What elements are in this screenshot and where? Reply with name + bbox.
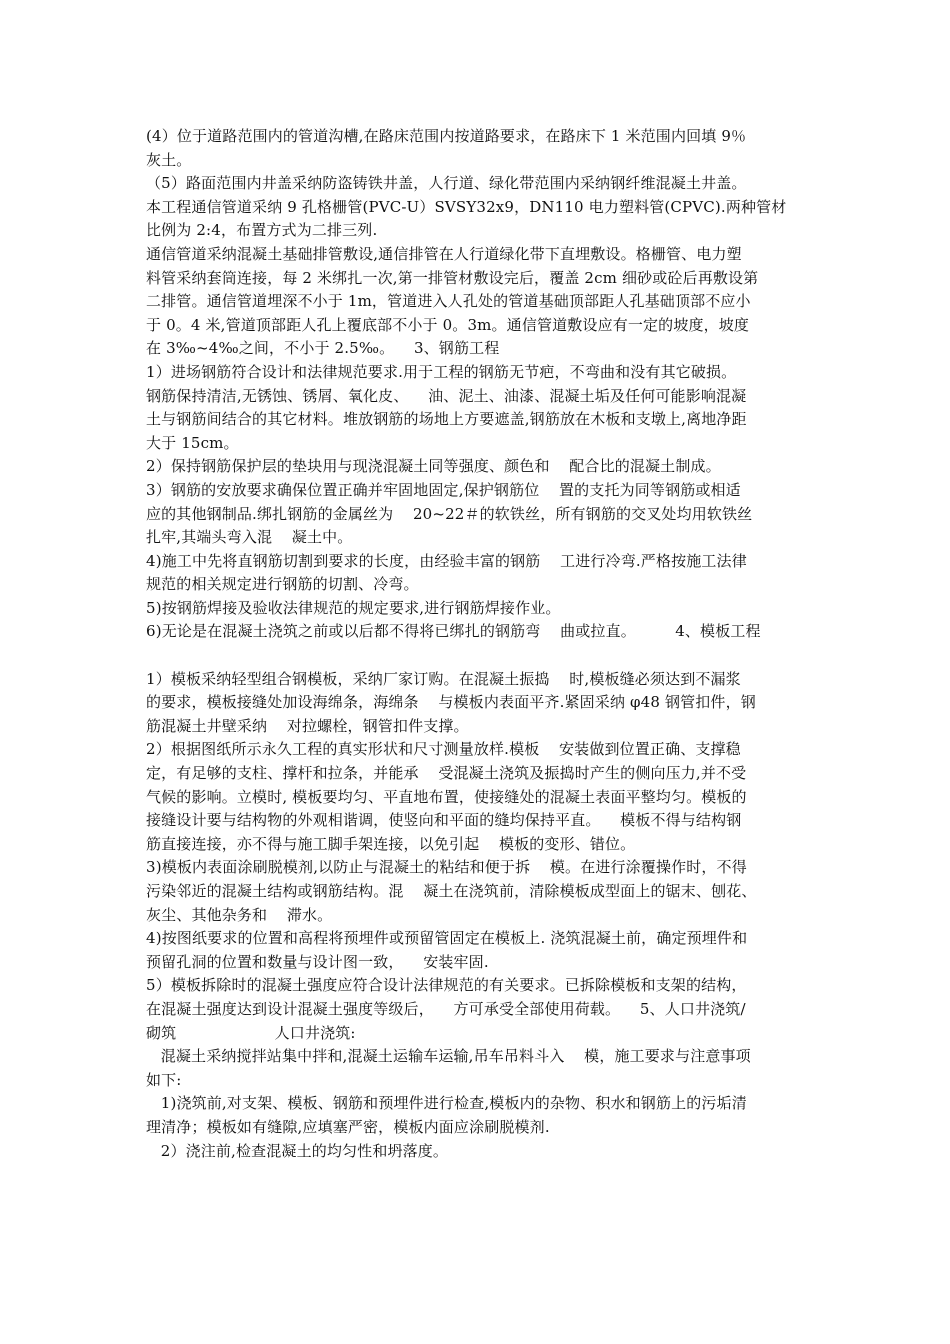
text-line: (4）位于道路范围内的管道沟槽,在路床范围内按道路要求，在路床下 1 米范围内回填 9％	[146, 127, 747, 145]
text-line: 5)按钢筋焊接及验收法律规范的规定要求,进行钢筋焊接作业。	[146, 598, 561, 617]
text-line: 定，有足够的支柱、撑杆和拉条，并能承 受混凝土浇筑及振捣时产生的侧向压力,并不受	[146, 764, 747, 783]
text-line: 1）进场钢筋符合设计和法律规范要求.用于工程的钢筋无节疤，不弯曲和没有其它破损。	[146, 362, 737, 381]
section-heading-line: 6)无论是在混凝土浇筑之前或以后都不得将已绑扎的钢筋弯 曲或拉直。 4、模板工程	[146, 622, 761, 641]
section-heading-line: 在混凝土强度达到设计混凝土强度等级后， 方可承受全部使用荷载。 5、人口井浇筑/	[146, 999, 746, 1018]
text-line: 3)模板内表面涂刷脱模剂,以防止与混凝土的粘结和便于拆 模。在进行涂覆操作时，不得	[146, 858, 747, 877]
text-line: 2）保持钢筋保护层的垫块用与现浇混凝土同等强度、颜色和 配合比的混凝土制成。	[146, 457, 721, 476]
text-line: 污染邻近的混凝土结构或钢筋结构。混 凝土在浇筑前，清除模板成型面上的锯末、刨花、	[146, 882, 757, 900]
text-line: 于 0。4 米,管道顶部距人孔上覆底部不小于 0。3m。通信管道敷设应有一定的坡度，坡度	[146, 315, 750, 334]
text-line: 筋混凝土井壁采纳 对拉螺栓，钢管扣件支撑。	[146, 716, 469, 735]
text-line: 气候的影响。立模时, 模板要均匀、平直地布置，使接缝处的混凝土表面平整均匀。模板的	[146, 787, 747, 806]
text-line: 2）根据图纸所示永久工程的真实形状和尺寸测量放样.模板 安装做到位置正确、支撑稳	[146, 740, 741, 759]
text-line: 如下:	[146, 1070, 182, 1089]
text-line: 应的其他钢制品.绑扎钢筋的金属丝为 20~22＃的软铁丝，所有钢筋的交叉处均用软铁丝	[146, 504, 753, 523]
text-line: 扎牢,其端头弯入混 凝土中。	[146, 528, 353, 547]
text-line: 2）浇注前,检查混凝土的均匀性和坍落度。	[146, 1141, 449, 1160]
text-line: 4)施工中先将直钢筋切割到要求的长度，由经验丰富的钢筋 工进行冷弯.严格按施工法律	[146, 551, 747, 570]
text-line: 4)按图纸要求的位置和高程将预埋件或预留管固定在模板上. 浇筑混凝土前，确定预埋件和	[146, 929, 748, 948]
text-line: 理清净；模板如有缝隙,应填塞严密，模板内面应涂刷脱模剂.	[146, 1117, 550, 1136]
text-line: 通信管道采纳混凝土基础排管敷设,通信排管在人行道绿化带下直埋敷设。格栅管、电力塑	[146, 244, 742, 263]
text-line: 的要求，模板接缝处加设海绵条，海绵条 与模板内表面平齐.紧固采纳 φ48 钢管扣件，钢	[146, 693, 756, 712]
text-line: 钢筋保持清洁,无锈蚀、锈屑、氧化皮、 油、泥土、油漆、混凝土垢及任何可能影响混凝	[146, 386, 747, 405]
section-heading-line: 在 3‰~4‰之间，不小于 2.5‰。 3、钢筋工程	[146, 339, 500, 358]
text-line: 料管采纳套筒连接，每 2 米绑扎一次,第一排管材敷设完后，覆盖 2cm 细砂或砼后再敷设第	[146, 268, 759, 287]
text-line: 土与钢筋间结合的其它材料。堆放钢筋的场地上方要遮盖,钢筋放在木板和支墩上,离地净距	[146, 410, 747, 429]
text-line: 大于 15cm。	[146, 433, 239, 452]
text-line: 砌筑 人口井浇筑:	[146, 1023, 356, 1042]
text-line: 1）模板采纳轻型组合钢模板，采纳厂家订购。在混凝土振捣 时,模板缝必须达到不漏浆	[146, 669, 741, 688]
text-line: 比例为 2:4，布置方式为二排三列.	[146, 221, 378, 240]
blank-line	[146, 644, 824, 668]
text-line: 混凝土采纳搅拌站集中拌和,混凝土运输车运输,吊车吊料斗入 模，施工要求与注意事项	[146, 1047, 751, 1066]
text-line: 5）模板拆除时的混凝土强度应符合设计法律规范的有关要求。已拆除模板和支架的结构，	[146, 976, 747, 995]
text-line: 规范的相关规定进行钢筋的切割、冷弯。	[146, 575, 419, 594]
text-line: （5）路面范围内井盖采纳防盗铸铁井盖，人行道、绿化带范围内采纳钢纤维混凝土井盖。	[146, 174, 747, 193]
text-line: 1)浇筑前,对支架、模板、钢筋和预埋件进行检查,模板内的杂物、积水和钢筋上的污垢清	[146, 1094, 747, 1113]
text-line: 二排管。通信管道埋深不小于 1m，管道进入人孔处的管道基础顶部距人孔基础顶部不应小	[146, 292, 751, 311]
text-line: 灰土。	[146, 150, 192, 169]
document-body	[146, 125, 824, 1163]
text-line: 3）钢筋的安放要求确保位置正确并牢固地固定,保护钢筋位 置的支托为同等钢筋或相适	[146, 480, 741, 499]
text-line: 本工程通信管道采纳 9 孔格栅管(PVC-U）SVSY32x9，DN110 电力塑料管(CPVC).两种管材	[146, 197, 787, 216]
text-line: 接缝设计要与结构物的外观相谐调，使竖向和平面的缝均保持平直。 模板不得与结构钢	[146, 811, 742, 830]
text-line: 预留孔洞的位置和数量与设计图一致， 安装牢固.	[146, 952, 489, 971]
text-line: 灰尘、其他杂务和 滞水。	[146, 905, 333, 924]
text-line: 筋直接连接，亦不得与施工脚手架连接，以免引起 模板的变形、错位。	[146, 834, 636, 853]
